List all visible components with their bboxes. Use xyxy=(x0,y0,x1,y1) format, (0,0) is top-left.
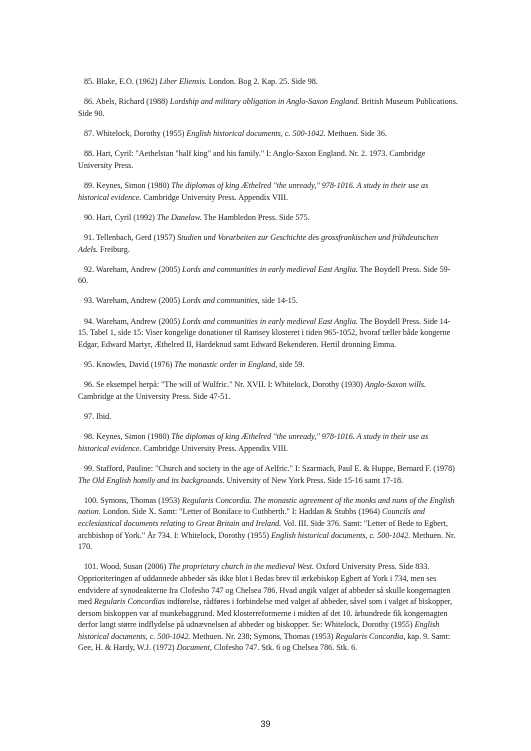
endnote-text: 100. Symons, Thomas (1953) xyxy=(84,495,182,505)
endnote-text: Freiburg. xyxy=(98,244,130,254)
endnote-98 xyxy=(78,431,458,454)
endnote-text: Methuen. Side 36. xyxy=(325,128,387,138)
endnote-text: The Boydell Press. Side 14-15. Tabel 1, side 15: Viser kongelige donationer til Ramsey klosteret i tiden 965-1052, hvoraf tæller både kongerne Edgar, Edward Martyr, Æthelred II, Hardeknud samt Edward Bekenderen. Hertil dronning Emma. xyxy=(78,316,451,349)
endnote-text: 94. Wareham, Andrew (2005) xyxy=(84,316,183,326)
endnote-title-text: Regularis Concordias xyxy=(93,597,165,607)
endnote-text: side 14-15. xyxy=(259,296,298,306)
endnote-title-text: The monastic order in England, xyxy=(174,360,278,370)
endnote-text: 89. Keynes, Simon (1980) xyxy=(84,180,172,190)
endnote-text: The Hambledon Press. Side 575. xyxy=(201,212,310,222)
endnote-text: 101. Wood, Susan (2006) xyxy=(84,562,169,572)
endnote-99 xyxy=(78,463,458,486)
endnote-title-text: Lords and communities in early medieval East Anglia. xyxy=(182,316,358,326)
endnote-text: Methuen. Nr. 170. xyxy=(78,530,456,552)
endnote-title-text: Liber Eliensis. xyxy=(159,77,207,86)
endnote-title-text: English historical documents, c. 500-1042. xyxy=(78,620,440,641)
endnote-96 xyxy=(78,379,458,402)
endnote-title-text: English historical documents, c. 500-1042. xyxy=(186,128,326,138)
endnote-text: 88. Hart, Cyril: "Aethelstan "half king" and his family." I: Anglo-Saxon England. Nr. 2. 1973. Cambridge University Press. xyxy=(78,149,426,170)
endnote-text: 92. Wareham, Andrew (2005) xyxy=(84,264,183,274)
endnote-100 xyxy=(78,495,458,553)
endnote-92 xyxy=(78,264,458,287)
endnote-86 xyxy=(78,96,458,119)
endnote-title-text: The Danelaw. xyxy=(156,212,202,222)
endnote-text: Cambridge at the University Press. Side 47-51. xyxy=(78,391,231,401)
endnote-text: Vol. III. Side 376. Samt: "Letter of Bede to Egbert, archbishop of York." År 734. I: Whitelock, Dorothy (1955) xyxy=(78,518,448,540)
endnote-101 xyxy=(78,561,458,654)
endnote-title-text: English historical documents, c. 500-1042. xyxy=(271,530,411,540)
endnote-text: Oxford University Press. Side 833. Opprioriteringen af uddannede abbeder sås ikke blot i Bedas brev til ærkebiskop Egbert af York i 734, men ses endvidere af synodeakterne fra Clofesho 747 og Chelsea 786. Hvad angik valget af abbeder så skulle kongemagten med xyxy=(78,562,451,607)
endnote-text: Cambridge University Press. Appendix VIII. xyxy=(141,443,289,453)
endnote-title-text: Lordship and military obligation in Anglo-Saxon England. xyxy=(169,97,360,107)
endnote-text: 99. Stafford, Pauline: "Church and society in the age of Aelfric." I: Szarmach, Paul E. & Huppe, Bernard F. (1978) xyxy=(84,463,455,473)
endnote-text: Clofesho 747. Stk. 6 og Chelsea 786. Stk. 6. xyxy=(211,643,358,653)
endnote-text: 87. Whitelock, Dorothy (1955) xyxy=(84,128,187,138)
endnote-text: Methuen. Nr. 238; Symons, Thomas (1953) xyxy=(190,631,336,641)
endnote-97 xyxy=(78,411,458,423)
endnote-text: 85. Blake, E.O. (1962) xyxy=(84,77,160,86)
endnote-title-text: The diplomas of king Æthelred "the unready," 978-1016. A study in their use as historical evidence. xyxy=(78,180,429,202)
endnote-title-text: Councils and ecclesiastical documents relating to Great Britain and Ireland. xyxy=(78,507,425,528)
endnote-title-text: Lords and communities in early medieval East Anglia. xyxy=(182,264,358,274)
endnote-title-text: Lords and communities, xyxy=(182,296,260,306)
endnote-text: London. Bog 2. Kap. 25. Side 98. xyxy=(206,77,318,86)
endnote-95 xyxy=(78,359,458,371)
endnote-text: indførelse, rådføres i forbindelse med valget af abbeder, såvel som i valget af biskopper, dersom biskoppen var af munkebaggrund. Med klosterreformerne i midten af det 10. århundrede fik kongemagten derfor langt større indflydelse på udnævnelsen af abbeder og biskopper. Se: Whitelock, Dorothy (1955) xyxy=(78,597,453,630)
endnote-text: side 59. xyxy=(277,360,305,370)
endnote-title-text: Anglo-Saxon wills. xyxy=(364,380,427,390)
endnote-91 xyxy=(78,232,458,255)
endnote-text: London. Side X. Samt: "Letter of Boniface to Cuthberth." I: Haddan & Stubbs (1964) xyxy=(100,507,383,517)
endnote-85 xyxy=(78,76,458,88)
endnote-text: Cambridge University Press. Appendix VIII. xyxy=(141,192,289,202)
endnote-text: 96. Se eksempel herpå: "The will of Wulfric." Nr. XVII. I: Whitelock, Dorothy (1930) xyxy=(84,380,365,390)
endnote-text: 95. Knowles, David (1976) xyxy=(84,360,175,370)
endnote-text: The Boydell Press. Side 59-60. xyxy=(78,264,451,286)
endnote-title-text: The diplomas of king Æthelred "the unready," 978-1016. A study in their use as historical evidence. xyxy=(78,432,429,453)
endnote-title-text: Regularis Concordia. The monastic agreement of the monks and nuns of the English nation. xyxy=(78,495,455,517)
endnote-89 xyxy=(78,180,458,203)
endnote-90 xyxy=(78,212,458,224)
endnote-text: 86. Abels, Richard (1988) xyxy=(84,97,170,107)
endnote-text: 91. Tellenbach, Gerd (1957) xyxy=(84,232,178,242)
endnote-title-text: Regularis Concordia, xyxy=(335,631,406,641)
page-number: 39 xyxy=(260,719,271,729)
endnote-title-text: Document, xyxy=(176,643,212,653)
endnote-93 xyxy=(78,295,458,307)
endnote-text: 90. Hart, Cyril (1992) xyxy=(84,212,157,222)
endnote-text: 93. Wareham, Andrew (2005) xyxy=(84,296,183,306)
endnote-title-text: The Old English homily and its backgrounds. xyxy=(78,475,225,485)
endnote-94 xyxy=(78,316,458,351)
endnote-text: kap. 9. Samt: Gee, H. & Hardy, W.J. (1972) xyxy=(78,631,451,653)
endnote-88 xyxy=(78,148,458,171)
endnotes-list xyxy=(78,76,458,663)
endnote-text: British Museum Publications. Side 90. xyxy=(78,97,458,118)
endnote-text: 97. Ibid. xyxy=(84,412,112,421)
endnote-87 xyxy=(78,128,458,140)
endnote-text: 98. Keynes, Simon (1980) xyxy=(84,432,172,442)
endnote-title-text: Studien und Vorarbeiten zur Geschichte des grossfrankischen und frühdeutschen Adels. xyxy=(78,232,439,254)
endnote-text: University of New York Press. Side 15-16 samt 17-18. xyxy=(224,475,404,485)
endnote-title-text: The proprietary church in the medieval West. xyxy=(168,562,315,572)
